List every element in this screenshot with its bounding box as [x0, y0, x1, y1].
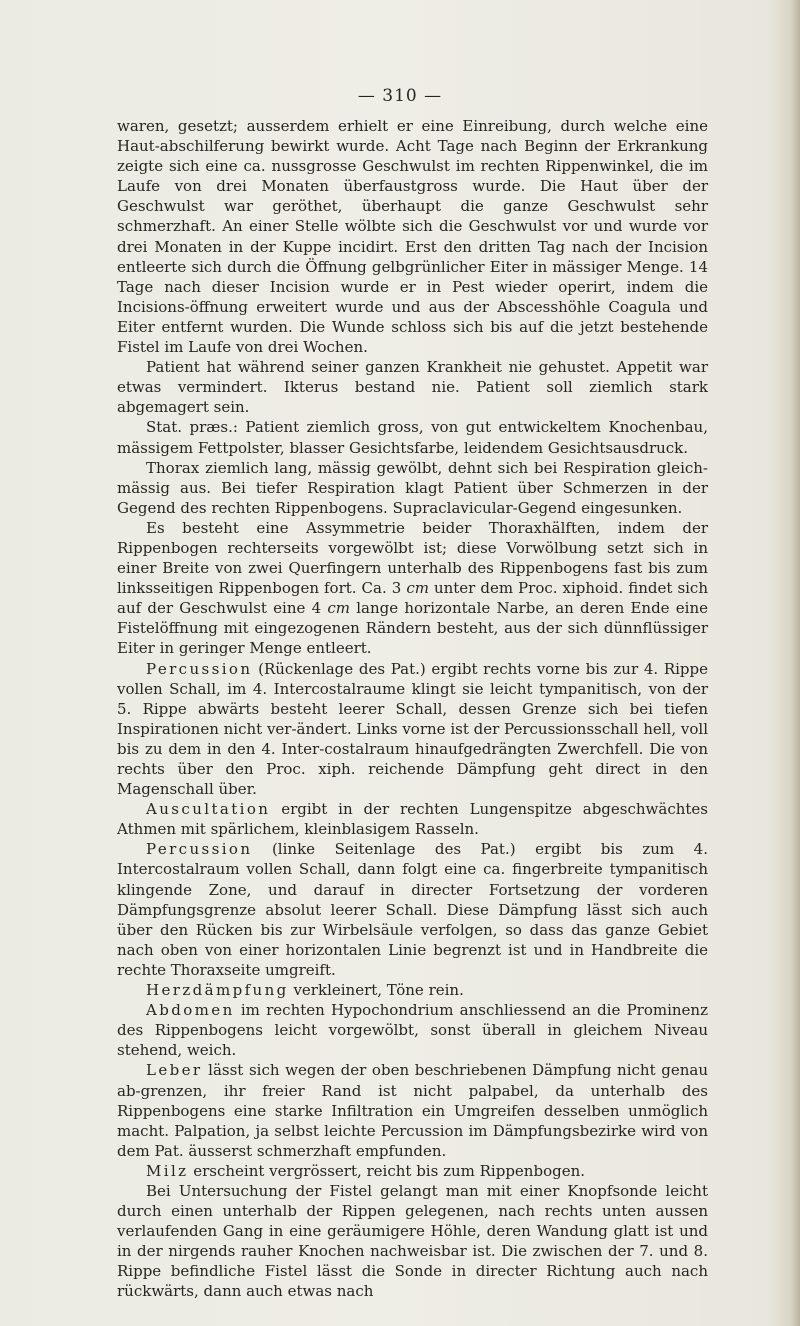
paragraph-9 [117, 980, 708, 1000]
paragraph-13 [117, 1181, 708, 1302]
paragraph-text: (Rückenlage des Pat.) ergibt rechts vorne bis zur 4. Rippe vollen Schall, im 4. Intercostalraume klingt sie leicht tympanitisch, von der 5. Rippe abwärts besteht leerer Schall, dessen Grenze sich bei tiefen Inspirationen nicht ver-ändert. Links vorne ist der Percussionsschall hell, voll bis zu dem in den 4. Inter-costalraum hinaufgedrängten Zwerchfell. Die von rechts über den Proc. xiph. reichende Dämpfung geht direct in den Magenschall über. [117, 659, 708, 799]
paragraph-3 [117, 417, 708, 457]
paragraph-text: Es besteht eine Assymmetrie beider Thoraxhälften, indem der Rippenbogen rechterseits vorgewölbt ist; diese Vorwölbung setzt sich in einer Breite von zwei Querfingern unterhalb des Rippenbogens fast bis zum linksseitigen Rippenbogen fort. Ca. 3 [117, 518, 708, 598]
section-keyword: Herzdämpfung [146, 981, 289, 1000]
section-keyword: Abdomen [146, 1001, 235, 1020]
section-keyword: Percussion [146, 659, 253, 678]
page-number: — 310 — [357, 86, 443, 106]
paragraph-text: ergibt in der rechten Lungenspitze abgeschwächtes Athmen mit spärlichem, kleinblasigem Rasseln. [117, 800, 708, 839]
paragraph-11 [117, 1060, 708, 1160]
paragraph-text: Stat. præs.: Patient ziemlich gross, von gut entwickeltem Knochenbau, mässigem Fettpolster, blasser Gesichtsfarbe, leidendem Gesichtsausdruck. [117, 418, 708, 457]
unit-text: cm [327, 599, 350, 618]
section-keyword: Leber [146, 1061, 203, 1080]
paragraph-text: lässt sich wegen der oben beschriebenen Dämpfung nicht genau ab-grenzen, ihr freier Rand ist nicht palpabel, da unterhalb des Rippenbogens eine starke Infiltration ein Umgreifen desselben unmöglich macht. Palpation, ja selbst leichte Percussion im Dämpfungsbezirke wird von dem Pat. äusserst schmerzhaft empfunden. [117, 1061, 708, 1160]
paragraph-1 [117, 116, 708, 357]
section-keyword: Percussion [146, 840, 253, 859]
section-keyword: Milz [146, 1161, 189, 1180]
paragraph-2 [117, 357, 708, 417]
paragraph-8 [117, 839, 708, 980]
paragraph-text: waren, gesetzt; ausserdem erhielt er eine Einreibung, durch welche eine Haut-abschilferung bewirkt wurde. Acht Tage nach Beginn der Erkrankung zeigte sich eine ca. nussgrosse Geschwulst im rechten Rippenwinkel, die im Laufe von drei Monaten überfaustgross wurde. Die Haut über der Geschwulst war geröthet, überhaupt die ganze Geschwulst sehr schmerzhaft. An einer Stelle wölbte sich die Geschwulst vor und wurde vor drei Monaten in der Kuppe incidirt. Erst den dritten Tag nach der Incision entleerte sich durch die Öffnung gelbgrünlicher Eiter in mässiger Menge. 14 Tage nach dieser Incision wurde er in Pest wieder operirt, indem die Incisions-öffnung erweitert wurde und aus der Abscesshöhle Coagula und Eiter entfernt wurden. Die Wunde schloss sich bis auf die jetzt bestehende Fistel im Laufe von drei Wochen. [117, 117, 708, 357]
paragraph-text: unter dem Proc. xiphoid. findet sich auf der Geschwulst eine 4 [117, 579, 708, 618]
paragraph-text: im rechten Hypochondrium anschliessend an die Prominenz des Rippenbogens leicht vorgewölbt, sonst überall in gleichem Niveau stehend, weich. [117, 1001, 708, 1060]
paragraph-text: Bei Untersuchung der Fistel gelangt man mit einer Knopfsonde leicht durch einen unterhalb der Rippen gelegenen, nach rechts unten aussen verlaufenden Gang in eine geräumigere Höhle, deren Wandung glatt ist und in der nirgends rauher Knochen nachweisbar ist. Die zwischen der 7. und 8. Rippe befindliche Fistel lässt die Sonde in directer Richtung auch nach rückwärts, dann auch etwas nach [117, 1181, 708, 1301]
paragraph-6 [117, 659, 708, 800]
paragraph-12 [117, 1161, 708, 1181]
paragraph-text: Patient hat während seiner ganzen Krankheit nie gehustet. Appetit war etwas vermindert. Ikterus bestand nie. Patient soll ziemlich stark abgemagert sein. [117, 358, 708, 417]
paragraph-text: (linke Seitenlage des Pat.) ergibt bis zum 4. Intercostalraum vollen Schall, dann folgt eine ca. fingerbreite tympanitisch klingende Zone, und darauf in directer Fortsetzung der vorderen Dämpfungsgrenze absolut leerer Schall. Diese Dämpfung lässt sich auch über den Rücken bis zur Wirbelsäule verfolgen, so dass das ganze Gebiet nach oben von einer horizontalen Linie begrenzt ist und in Handbreite die rechte Thoraxseite umgreift. [117, 840, 708, 979]
paragraph-text: Thorax ziemlich lang, mässig gewölbt, dehnt sich bei Respiration gleich-mässig aus. Bei tiefer Respiration klagt Patient über Schmerzen in der Gegend des rechten Rippenbogens. Supraclavicular-Gegend eingesunken. [117, 458, 708, 517]
paragraph-text: lange horizontale Narbe, an deren Ende eine Fistelöffnung mit eingezogenen Rändern besteht, aus der sich dünnflüssiger Eiter in geringer Menge entleert. [117, 599, 708, 658]
paragraph-7 [117, 799, 708, 839]
paragraph-4 [117, 458, 708, 518]
paragraph-5 [117, 518, 708, 659]
page-edge-shadow [790, 0, 800, 1326]
paragraph-text: verkleinert, Töne rein. [288, 981, 464, 1000]
paragraph-text: erscheint vergrössert, reicht bis zum Rippenbogen. [188, 1161, 586, 1180]
paragraph-10 [117, 1000, 708, 1060]
body-text [117, 116, 708, 1302]
unit-text: cm [406, 579, 429, 598]
section-keyword: Auscultation [146, 800, 271, 819]
